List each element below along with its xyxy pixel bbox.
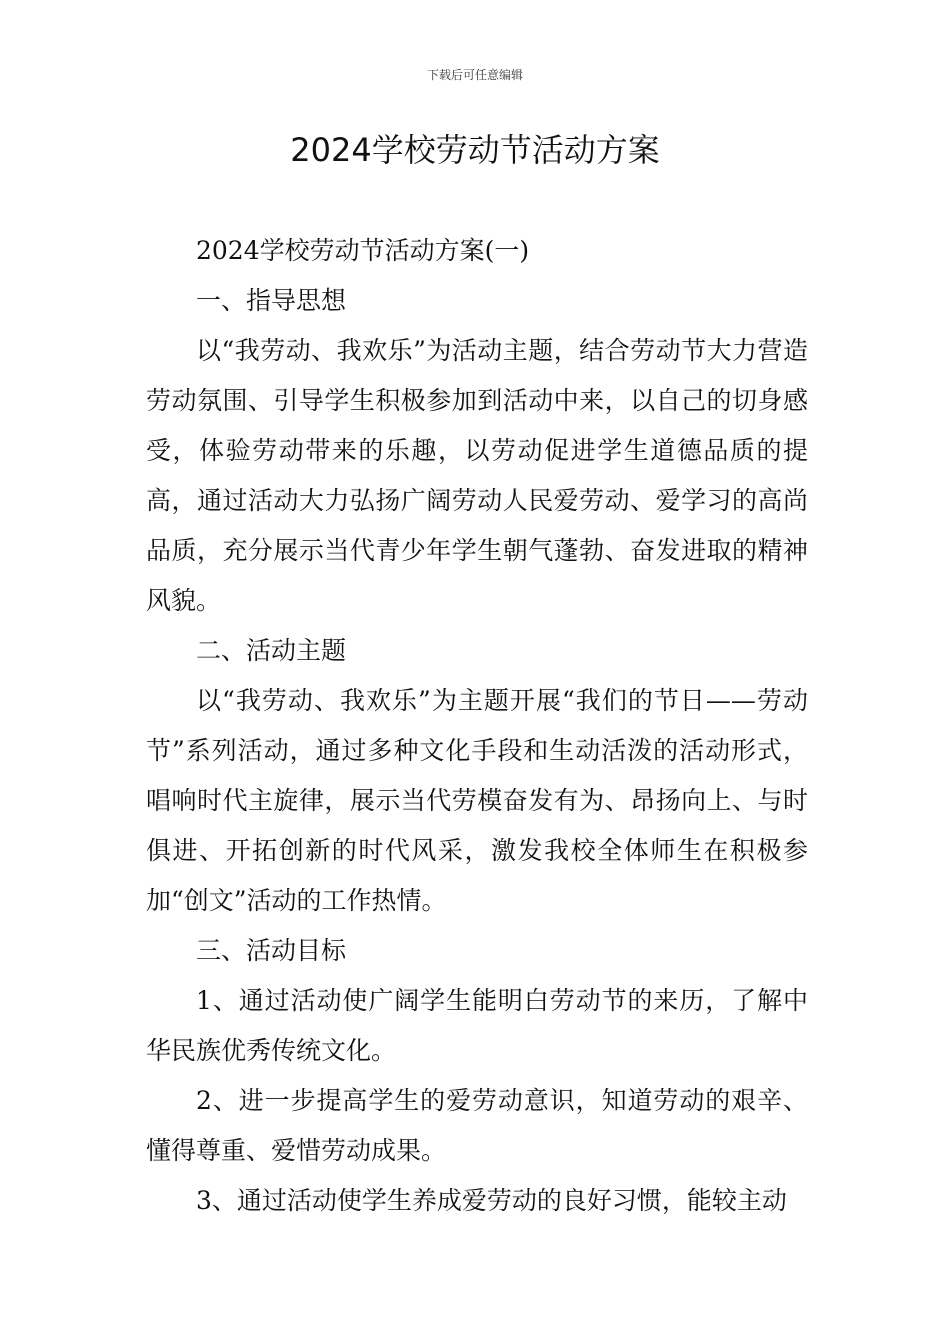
body-paragraph-2: 以“我劳动、我欢乐”为主题开展“我们的节日——劳动节”系列活动，通过多种文化手段和生动活泼的活动形式，唱响时代主旋律，展示当代劳模奋发有为、昂扬向上、与时俱进、开拓创新的时代风采，激发我校全体师生在积极参加“创文”活动的工作热情。: [146, 686, 808, 915]
body-paragraph-1: 以“我劳动、我欢乐”为活动主题，结合劳动节大力营造劳动氛围、引导学生积极参加到活动中来，以自己的切身感受，体验劳动带来的乐趣，以劳动促进学生道德品质的提高，通过活动大力弘扬广阔劳动人民爱劳动、爱学习的高尚品质，充分展示当代青少年学生朝气蓬勃、奋发进取的精神风貌。: [146, 336, 808, 615]
page-header: 下载后可任意编辑: [426, 68, 523, 82]
list-item-2: 2、进一步提高学生的爱劳动意识，知道劳动的艰辛、懂得尊重、爱惜劳动成果。: [146, 1086, 808, 1165]
document-title: 2024学校劳动节活动方案: [290, 131, 660, 169]
subtitle-paragraph: 2024学校劳动节活动方案(一): [196, 236, 530, 265]
section-heading-1: 一、指导思想: [196, 286, 347, 315]
section-heading-2: 二、活动主题: [196, 636, 347, 665]
list-item-1: 1、通过活动使广阔学生能明白劳动节的来历，了解中华民族优秀传统文化。: [146, 986, 808, 1065]
section-heading-3: 三、活动目标: [196, 936, 347, 965]
document-body: [146, 226, 808, 1226]
list-item-3: 3、通过活动使学生养成爱劳动的良好习惯，能较主动: [196, 1186, 787, 1215]
